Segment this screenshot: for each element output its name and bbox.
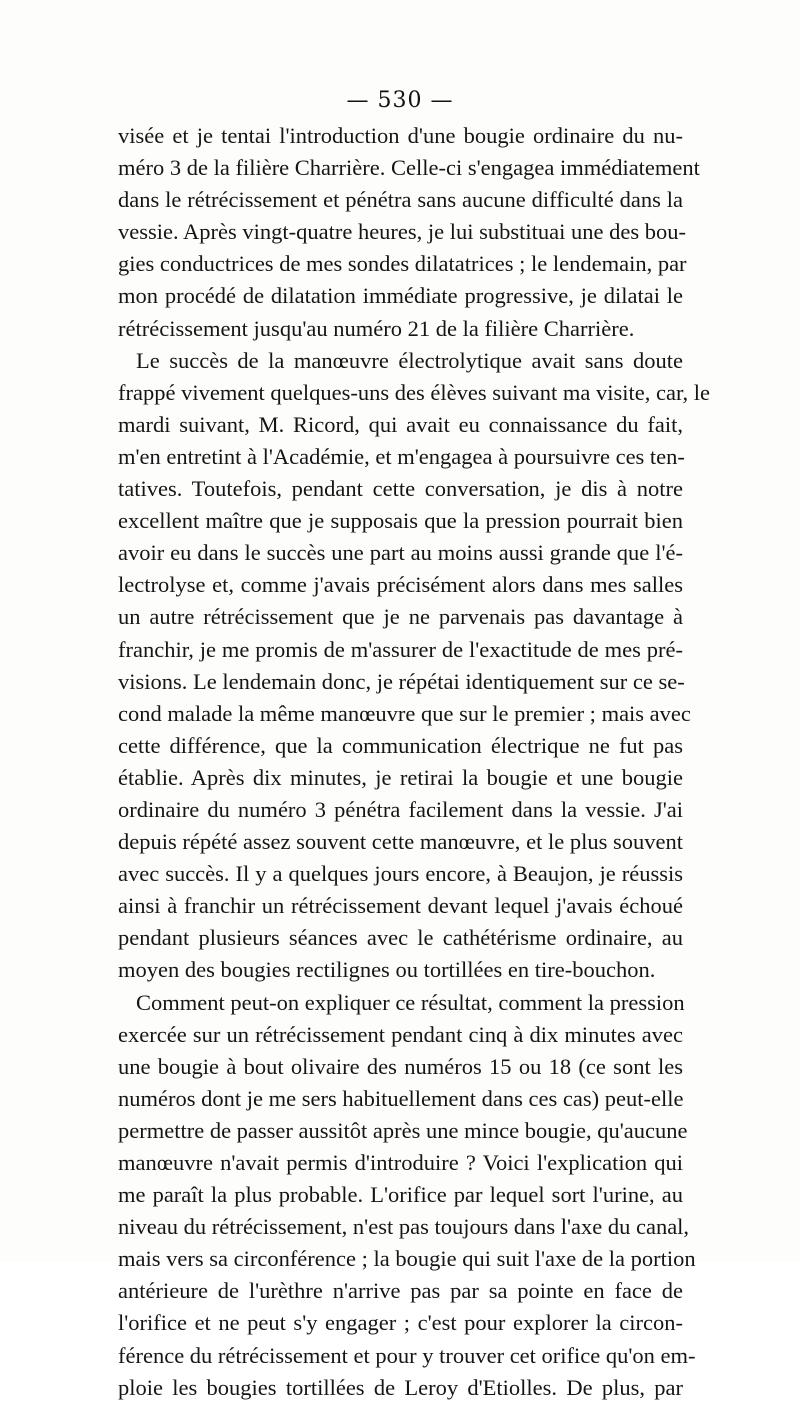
- text-line: dans le rétrécissement et pénétra sans aucune difficulté dans la: [118, 187, 683, 213]
- text-line: franchir, je me promis de m'assurer de l'exactitude de mes pré-: [118, 636, 683, 662]
- text-line: Le succès de la manœuvre électrolytique avait sans doute: [136, 347, 683, 373]
- text-line: me paraît la plus probable. L'orifice par lequel sort l'urine, au: [118, 1182, 683, 1208]
- text-line: ploie les bougies tortillées de Leroy d'Etiolles. De plus, par: [118, 1374, 683, 1400]
- text-line: avoir eu dans le succès une part au moins aussi grande que l'é-: [118, 540, 683, 566]
- text-line: antérieure de l'urèthre n'arrive pas par sa pointe en face de: [118, 1278, 683, 1304]
- body-text: [118, 120, 711, 1404]
- text-line: permettre de passer aussitôt après une mince bougie, qu'aucune: [118, 1117, 688, 1143]
- text-line: exercée sur un rétrécissement pendant cinq à dix minutes avec: [118, 1021, 683, 1047]
- page-number: — 530 —: [346, 88, 454, 113]
- text-line: depuis répété assez souvent cette manœuvre, et le plus souvent: [118, 829, 683, 855]
- text-line: un autre rétrécissement que je ne parvenais pas davantage à: [118, 604, 683, 630]
- text-line: numéros dont je me sers habituellement dans ces cas) peut-elle: [118, 1085, 684, 1111]
- text-line: une bougie à bout olivaire des numéros 15 ou 18 (ce sont les: [118, 1053, 683, 1079]
- text-line: vessie. Après vingt-quatre heures, je lui substituai une des bou-: [118, 219, 687, 245]
- text-line: frappé vivement quelques-uns des élèves suivant ma visite, car, le: [118, 379, 711, 405]
- text-line: cond malade la même manœuvre que sur le premier ; mais avec: [118, 700, 691, 726]
- text-line: l'orifice et ne peut s'y engager ; c'est pour explorer la circon-: [118, 1310, 683, 1336]
- text-line: gies conductrices de mes sondes dilatatrices ; le lendemain, par: [118, 251, 687, 277]
- text-line: méro 3 de la filière Charrière. Celle-ci s'engagea immédiatement: [118, 155, 700, 181]
- text-line: tatives. Toutefois, pendant cette conversation, je dis à notre: [118, 476, 683, 502]
- text-line: établie. Après dix minutes, je retirai la bougie et une bougie: [118, 764, 683, 790]
- text-line: visée et je tentai l'introduction d'une bougie ordinaire du nu-: [118, 123, 683, 148]
- text-line: mais vers sa circonférence ; la bougie qui suit l'axe de la portion: [118, 1246, 696, 1272]
- text-line: visions. Le lendemain donc, je répétai identiquement sur ce se-: [118, 668, 685, 694]
- text-line: moyen des bougies rectilignes ou tortillées en tire-bouchon.: [118, 957, 656, 983]
- text-line: ordinaire du numéro 3 pénétra facilement dans la vessie. J'ai: [118, 796, 683, 822]
- text-line: pendant plusieurs séances avec le cathétérisme ordinaire, au: [118, 925, 683, 951]
- text-line: manœuvre n'avait permis d'introduire ? Voici l'explication qui: [118, 1150, 683, 1175]
- text-line: cette différence, que la communication électrique ne fut pas: [118, 732, 683, 758]
- text-line: mardi suivant, M. Ricord, qui avait eu connaissance du fait,: [118, 411, 683, 437]
- text-line: lectrolyse et, comme j'avais précisément alors dans mes salles: [118, 572, 683, 598]
- text-line: rétrécissement jusqu'au numéro 21 de la filière Charrière.: [118, 315, 635, 341]
- text-line: m'en entretint à l'Académie, et m'engagea à poursuivre ces ten-: [118, 443, 685, 469]
- text-line: excellent maître que je supposais que la pression pourrait bien: [118, 508, 683, 534]
- text-line: ainsi à franchir un rétrécissement devant lequel j'avais échoué: [118, 893, 683, 919]
- text-line: Comment peut-on expliquer ce résultat, comment la pression: [136, 989, 685, 1015]
- text-line: mon procédé de dilatation immédiate progressive, je dilatai le: [118, 283, 683, 309]
- text-line: niveau du rétrécissement, n'est pas toujours dans l'axe du canal,: [118, 1214, 690, 1240]
- text-line: avec succès. Il y a quelques jours encore, à Beaujon, je réussis: [118, 861, 683, 887]
- text-line: férence du rétrécissement et pour y trouver cet orifice qu'on em-: [118, 1342, 696, 1368]
